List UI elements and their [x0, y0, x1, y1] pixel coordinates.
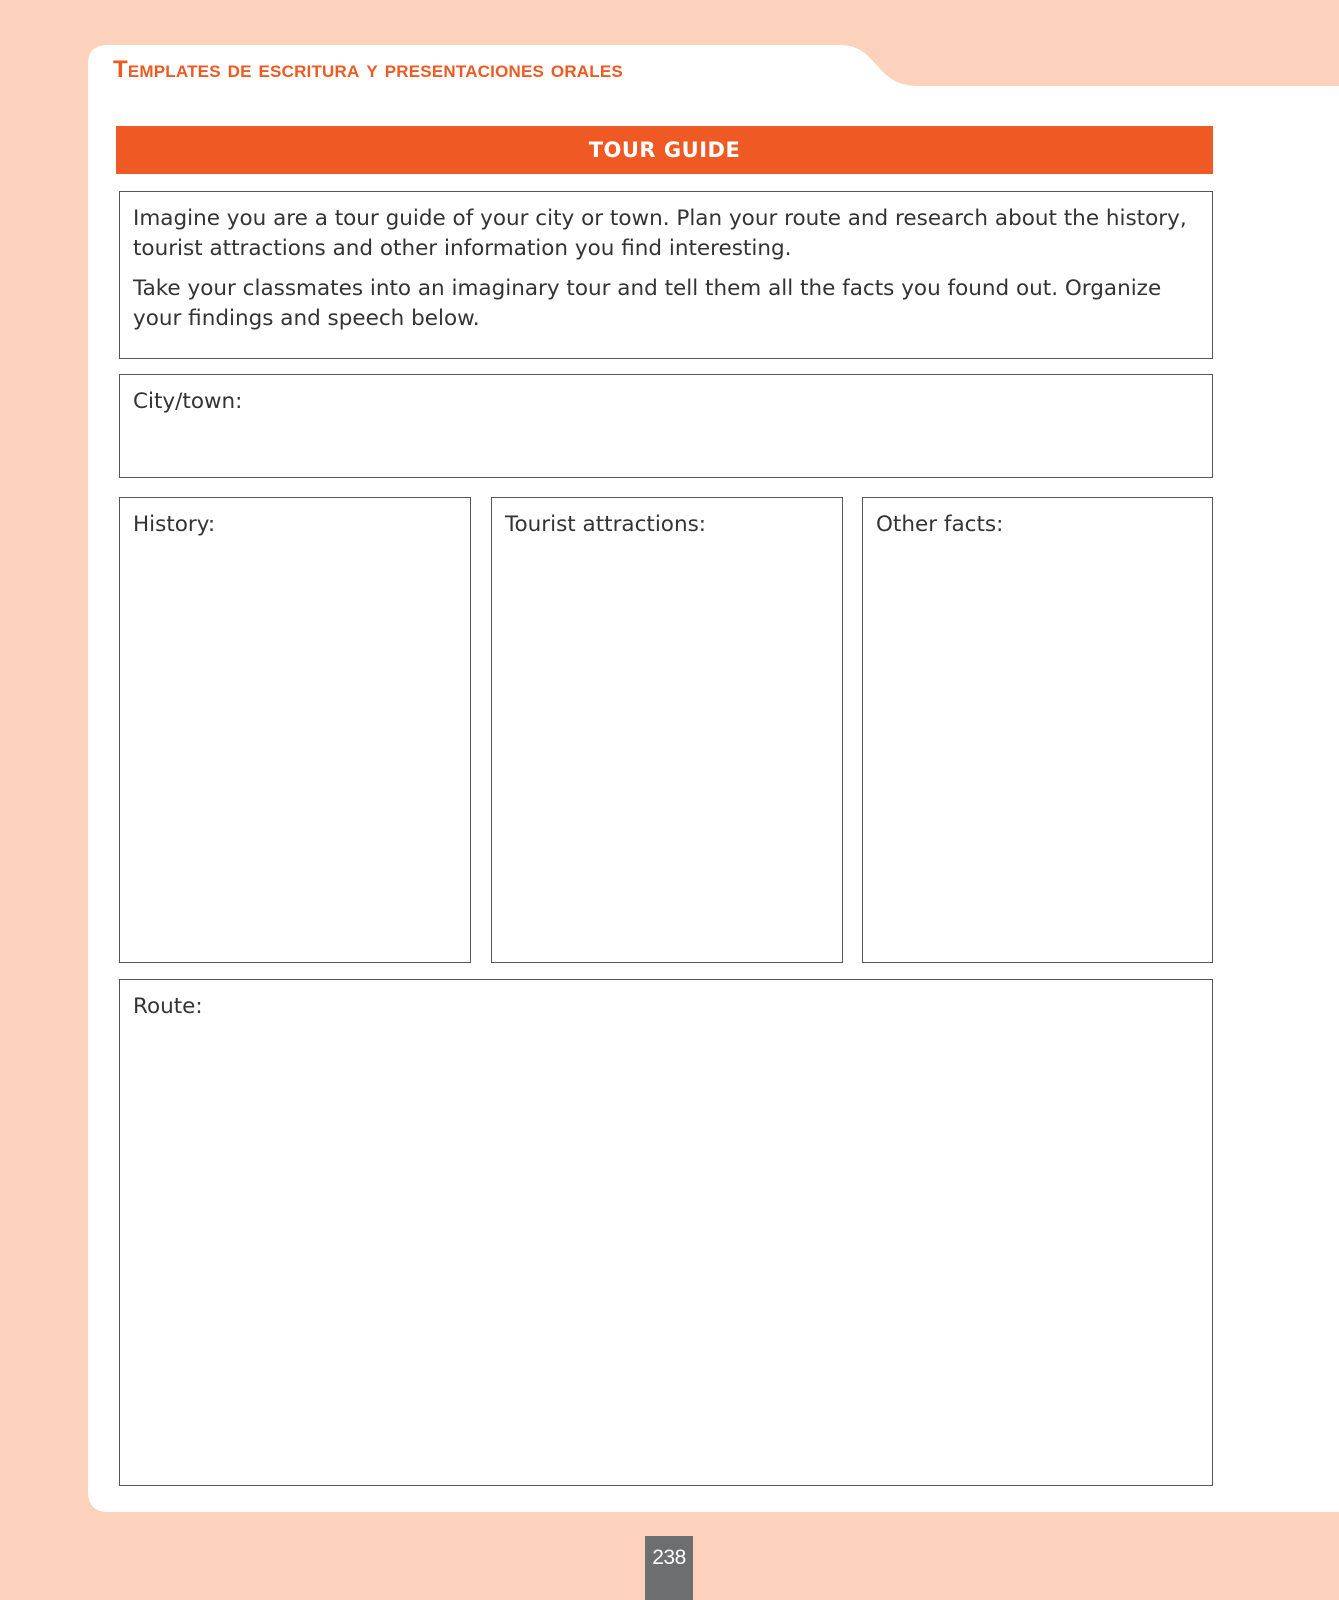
instructions-box [119, 191, 1213, 359]
other-facts-field[interactable] [862, 497, 1213, 963]
instructions-paragraph-1: Imagine you are a tour guide of your city or town. Plan your route and research about the history, tourist attractions and other information you find interesting. [133, 206, 1187, 261]
page-number: 238 [652, 1546, 686, 1569]
tourist-attractions-field[interactable] [491, 497, 843, 963]
section-header-title: Templates de escritura y presentaciones orales [113, 56, 623, 83]
other-facts-label: Other facts: [876, 512, 1004, 537]
route-field[interactable] [119, 979, 1213, 1486]
history-label: History: [133, 512, 216, 537]
history-field[interactable] [119, 497, 471, 963]
route-label: Route: [133, 994, 203, 1019]
page-number-tab [645, 1536, 693, 1600]
worksheet-title: TOUR GUIDE [588, 138, 741, 162]
worksheet-title-banner [116, 126, 1213, 174]
tourist-attractions-label: Tourist attractions: [505, 512, 707, 537]
instructions-paragraph-2: Take your classmates into an imaginary tour and tell them all the facts you found out. Organize your findings and speech below. [133, 276, 1162, 331]
city-town-field[interactable] [119, 374, 1213, 478]
city-town-label: City/town: [133, 389, 243, 414]
